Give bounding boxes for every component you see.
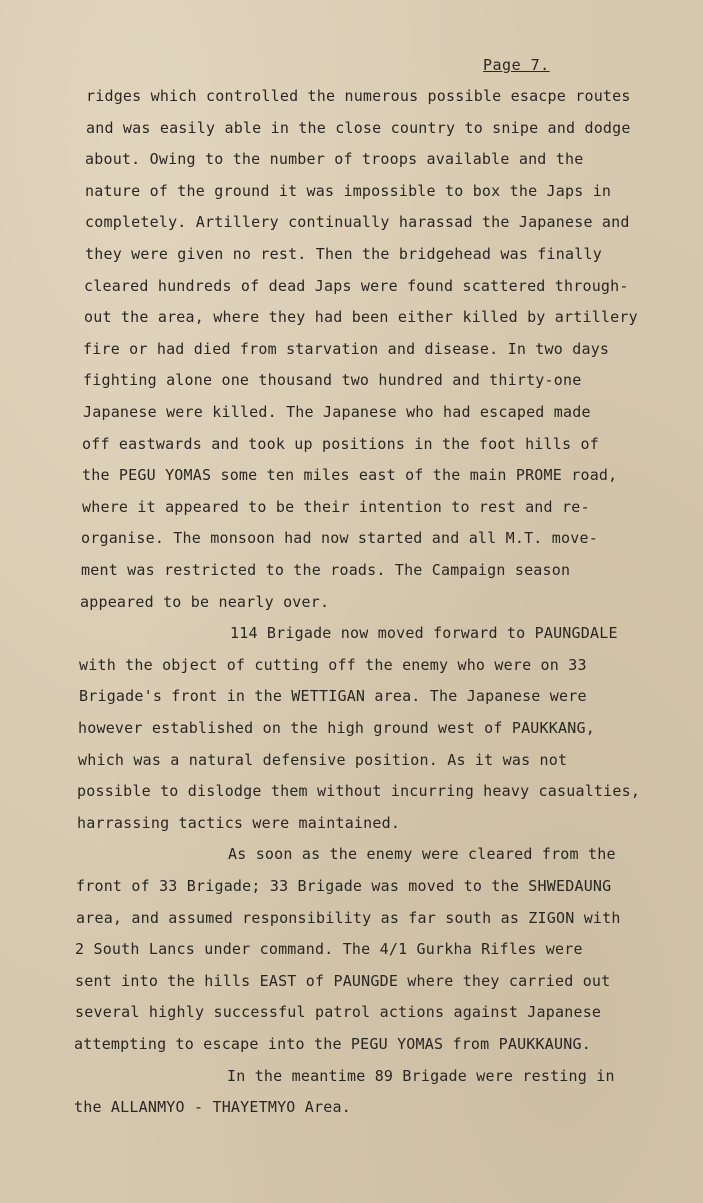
text-line: out the area, where they had been either killed by artillery: [84, 308, 638, 327]
text-line: 2 South Lancs under command. The 4/1 Gurkha Rifles were: [75, 940, 583, 959]
text-line: ridges which controlled the numerous possible esacpe routes: [86, 87, 631, 105]
text-line: nature of the ground it was impossible to box the Japs in: [85, 181, 612, 200]
text-line: Brigade's front in the WETTIGAN area. The Japanese were: [79, 687, 587, 706]
text-line: however established on the high ground west of PAUKKANG,: [78, 719, 595, 737]
text-line: attempting to escape into the PEGU YOMAS from PAUKKAUNG.: [74, 1035, 591, 1053]
text-line: harrassing tactics were maintained.: [77, 813, 401, 832]
text-line: In the meantime 89 Brigade were resting in: [227, 1066, 615, 1085]
text-line: where it appeared to be their intention to rest and re-: [82, 497, 590, 516]
text-line: with the object of cutting off the enemy who were on 33: [79, 655, 587, 674]
text-line: sent into the hills EAST of PAUNGDE where they carried out: [75, 971, 611, 990]
text-line: appeared to be nearly over.: [80, 592, 330, 611]
text-line: cleared hundreds of dead Japs were found scattered through-: [84, 276, 629, 295]
text-line: several highly successful patrol actions against Japanese: [75, 1003, 602, 1022]
text-line: organise. The monsoon had now started and all M.T. move-: [81, 529, 598, 548]
text-line: possible to dislodge them without incurring heavy casualties,: [77, 782, 641, 801]
text-line: front of 33 Brigade; 33 Brigade was moved to the SHWEDAUNG: [76, 877, 612, 895]
text-line: 114 Brigade now moved forward to PAUNGDALE: [230, 624, 618, 643]
text-line: Japanese were killed. The Japanese who had escaped made: [83, 403, 591, 421]
page-number: Page 7.: [483, 56, 550, 74]
text-line: off eastwards and took up positions in the foot hills of: [82, 434, 599, 453]
text-line: which was a natural defensive position. As it was not: [78, 750, 568, 769]
text-line: As soon as the enemy were cleared from the: [228, 845, 616, 864]
text-line: about. Owing to the number of troops available and the: [85, 150, 584, 169]
text-line: the PEGU YOMAS some ten miles east of the main PROME road,: [82, 466, 618, 485]
text-line: they were given no rest. Then the bridgehead was finally: [85, 245, 602, 263]
text-line: fighting alone one thousand two hundred and thirty-one: [83, 371, 582, 390]
text-line: the ALLANMYO - THAYETMYO Area.: [74, 1098, 351, 1117]
text-line: and was easily able in the close country to snipe and dodge: [86, 118, 631, 137]
text-line: ment was restricted to the roads. The Campaign season: [81, 561, 571, 579]
text-line: area, and assumed responsibility as far south as ZIGON with: [76, 908, 621, 927]
text-line: fire or had died from starvation and disease. In two days: [83, 339, 610, 358]
text-line: completely. Artillery continually harassad the Japanese and: [85, 213, 630, 232]
